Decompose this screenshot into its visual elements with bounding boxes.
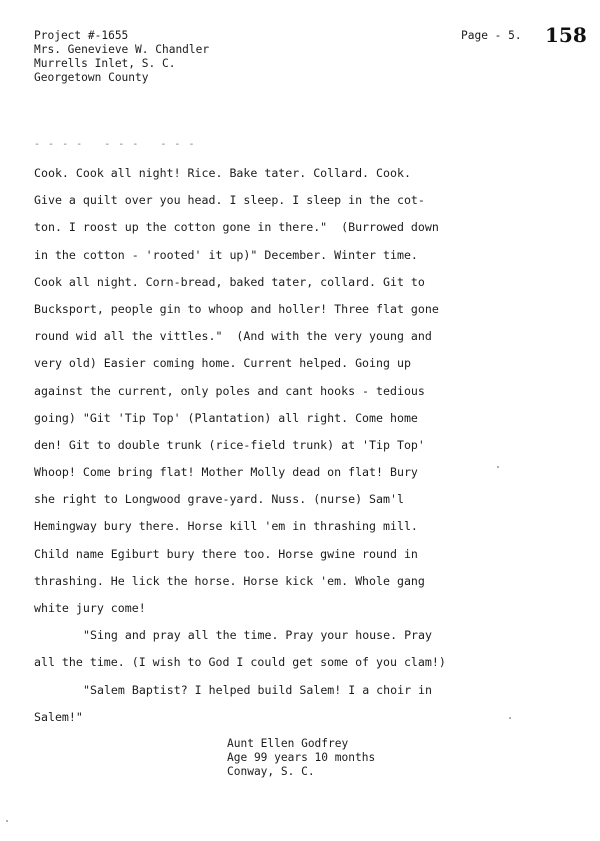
page-stamp-number: 158	[545, 23, 587, 47]
scan-speck	[509, 717, 511, 719]
informant-age: Age 99 years 10 months	[227, 751, 376, 764]
text-line: going) "Git 'Tip Top' (Plantation) all right. Come home	[34, 410, 418, 425]
scan-speck	[6, 820, 8, 822]
page-label: Page - 5.	[461, 29, 522, 42]
text-line: Hemingway bury there. Horse kill 'em in thrashing mill.	[34, 519, 418, 534]
author-name: Mrs. Genevieve W. Chandler	[34, 43, 210, 56]
text-line: "Sing and pray all the time. Pray your house. Pray	[83, 628, 433, 643]
text-line: Child name Egiburt bury there too. Horse gwine round in	[34, 546, 418, 561]
section-separator: - - - - - - - - - -	[34, 139, 196, 150]
project-number: Project #-1655	[34, 29, 129, 42]
text-line: in the cotton - 'rooted' it up)" December. Winter time.	[34, 247, 418, 262]
text-line: Bucksport, people gin to whoop and holler! Three flat gone	[34, 301, 439, 316]
document-header	[34, 29, 209, 85]
text-line: ton. I roost up the cotton gone in there." (Burrowed down	[34, 220, 439, 235]
interview-text	[34, 160, 574, 731]
county-name: Georgetown County	[34, 71, 149, 84]
text-line: Give a quilt over you head. I sleep. I sleep in the cot-	[34, 193, 425, 208]
informant-name: Aunt Ellen Godfrey	[227, 737, 349, 750]
text-line: "Salem Baptist? I helped build Salem! I a choir in	[83, 682, 433, 697]
text-line: very old) Easier coming home. Current helped. Going up	[34, 356, 411, 371]
text-line: den! Git to double trunk (rice-field trunk) at 'Tip Top'	[34, 437, 425, 452]
text-line: Whoop! Come bring flat! Mother Molly dead on flat! Bury	[34, 465, 418, 480]
text-line: against the current, only poles and cant hooks - tedious	[34, 383, 425, 398]
author-location: Murrells Inlet, S. C.	[34, 57, 176, 70]
text-line: thrashing. He lick the horse. Horse kick 'em. Whole gang	[34, 573, 425, 588]
text-line: Cook. Cook all night! Rice. Bake tater. Collard. Cook.	[34, 166, 411, 180]
text-line: all the time. (I wish to God I could get some of you clam!)	[34, 655, 446, 670]
scan-speck	[497, 466, 499, 468]
text-line: she right to Longwood grave-yard. Nuss. (nurse) Sam'l	[34, 492, 404, 507]
text-line: white jury come!	[34, 601, 146, 615]
text-line: round wid all the vittles." (And with the very young and	[34, 329, 432, 344]
text-line: Cook all night. Corn-bread, baked tater, collard. Git to	[34, 274, 425, 289]
informant-signature	[227, 737, 375, 779]
text-line: Salem!"	[34, 709, 83, 724]
informant-place: Conway, S. C.	[227, 765, 315, 778]
